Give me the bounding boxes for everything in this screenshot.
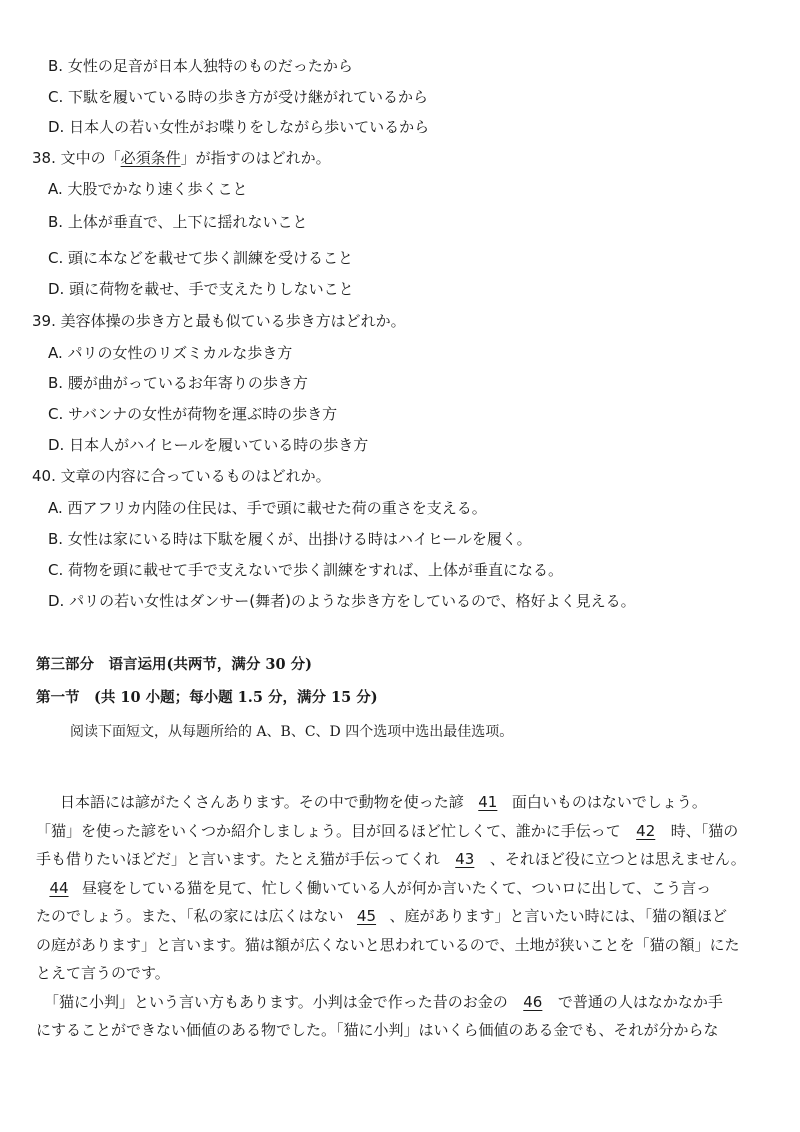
q40-option-c: C. 荷物を頭に載せて手で支えないで歩く訓練をすれば、上体が垂直になる。 [48, 561, 564, 579]
q40-option-b: B. 女性は家にいる時は下駄を履くが、出掛ける時はハイヒールを履く。 [48, 530, 532, 548]
passage-text: 時、「猫の [670, 821, 739, 840]
q40-option-a: A. 西アフリカ内陸の住民は、手で頭に載せた荷の重さを支える。 [48, 499, 487, 517]
passage-text: で普通の人はなかなか手 [557, 992, 723, 1011]
passage-text: 日本語には諺がたくさんあります。その中で動物を使った諺 [60, 793, 464, 811]
q37-option-c: C. 下駄を履いている時の歩き方が受け継がれているから [48, 88, 429, 106]
blank-44: 44 [49, 878, 69, 897]
blank-45: 45 [356, 907, 377, 925]
section1-title: 第一节 (共 10 小题；每小题 1.5 分，满分 15 分) [36, 689, 378, 706]
passage-line [36, 817, 778, 846]
passage-text: 「猫」を使った諺をいくつか紹介しましょう。目が回るほど忙しくて、誰かに手伝って [36, 821, 621, 840]
q40-stem: 40. 文章の内容に合っているものはどれか。 [32, 467, 331, 485]
instruction: 阅读下面短文，从每题所给的 A、B、C、D 四个选项中选出最佳选项。 [70, 724, 514, 740]
q37-option-b: B. 女性の足音が日本人独特のものだったから [48, 57, 353, 75]
passage-line [36, 988, 778, 1017]
q37-option-d: D. 日本人の若い女性がお喋りをしながら歩いているから [48, 118, 430, 136]
passage-line [36, 845, 778, 874]
passage-line: とえて言うのです。 [36, 964, 170, 982]
blank-43: 43 [455, 850, 475, 868]
q38-option-d: D. 頭に荷物を載せ、手で支えたりしないこと [48, 280, 354, 298]
passage-line: の庭があります」と言います。猫は額が広くないと思われているので、土地が狭いことを「猫の額」にた [36, 935, 740, 954]
q38-option-b: B. 上体が垂直で、上下に揺れないこと [48, 213, 308, 231]
passage-line: にすることができない価値のある物でした。「猫に小判」はいくら価値のある金でも、それが分からな [36, 1021, 719, 1039]
passage-line [36, 874, 778, 903]
blank-41: 41 [478, 793, 498, 811]
passage-text: 「猫に小判」という言い方もあります。小判は金で作った昔のお金の [44, 992, 508, 1011]
passage-text: たのでしょう。また、「私の家には広くはない [36, 907, 344, 925]
q38-underlined-term: 必須条件 [120, 149, 181, 167]
passage-text: 、庭があります」と言いたい時には、「猫の額ほど [389, 907, 728, 925]
blank-46: 46 [523, 992, 543, 1011]
q40-option-d: D. パリの若い女性はダンサー(舞者)のような歩き方をしているので、格好よく見える。 [48, 592, 636, 610]
q39-stem: 39. 美容体操の歩き方と最も似ている歩き方はどれか。 [32, 312, 406, 330]
part3-title: 第三部分 语言运用(共两节，满分 30 分) [36, 656, 312, 673]
q39-option-b: B. 腰が曲がっているお年寄りの歩き方 [48, 374, 308, 392]
q38-option-a: A. 大股でかなり速く歩くこと [48, 180, 248, 198]
q39-option-d: D. 日本人がハイヒールを履いている時の歩き方 [48, 436, 369, 454]
passage-text: 面白いものはないでしょう。 [511, 793, 707, 811]
q38-number: 38. 文中の「 [32, 149, 121, 167]
passage-line [36, 788, 778, 817]
q39-option-c: C. サバンナの女性が荷物を運ぶ時の歩き方 [48, 405, 338, 423]
passage-text: 、それほど役に立つとは思えません。 [489, 850, 746, 868]
passage-text: 昼寝をしている猫を見て、忙しく働いている人が何か言いたくて、ついロに出して、こう言っ [82, 878, 712, 897]
q38-stem-rest: 」が指すのはどれか。 [180, 149, 331, 167]
passage [36, 788, 778, 1045]
q38-stem [32, 148, 331, 168]
blank-42: 42 [636, 821, 656, 840]
passage-text: 手も借りたいほどだ」と言います。たとえ猫が手伝ってくれ [36, 850, 440, 868]
passage-line [36, 902, 778, 931]
q39-option-a: A. パリの女性のリズミカルな歩き方 [48, 344, 293, 362]
q38-option-c: C. 頭に本などを載せて歩く訓練を受けること [48, 249, 354, 267]
